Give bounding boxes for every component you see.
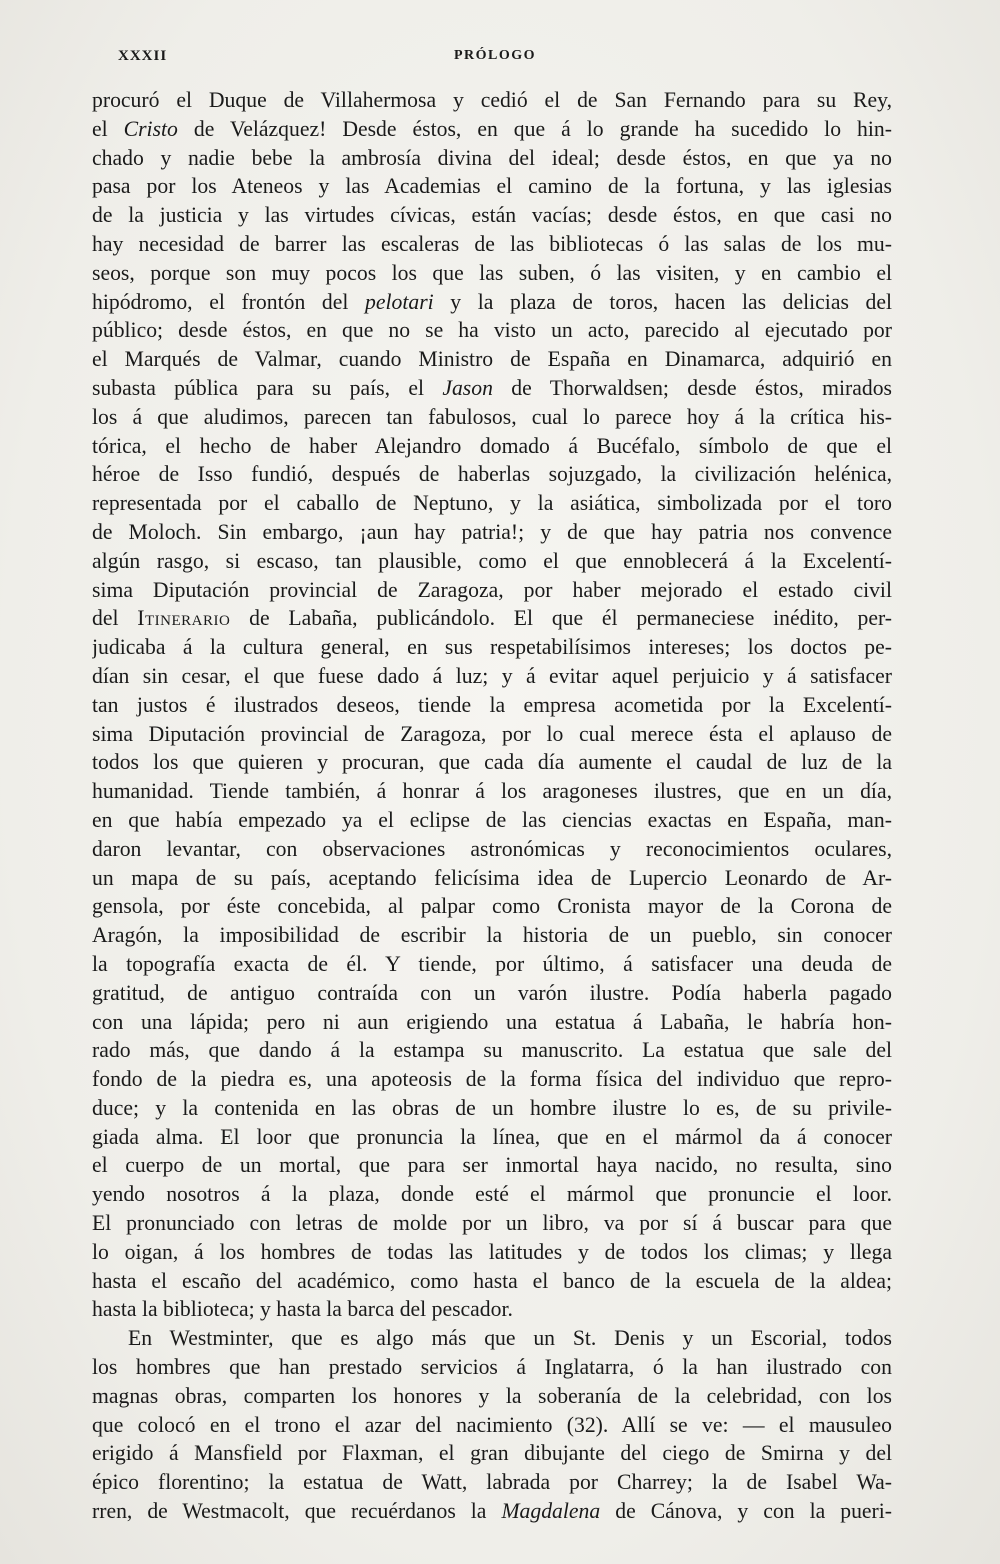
text-line: duce; y la contenida en las obras de un hombre ilustre lo es, de su privile- [92,1095,892,1120]
text-line: rado más, que dando á la estampa su manuscrito. La estatua que sale del [92,1038,892,1063]
italic-title: Magdalena [501,1499,601,1524]
text-line: todos los que quieren y procuran, que cada día aumente el caudal de luz de la [92,750,892,775]
text-line: en que había empezado ya el eclipse de las ciencias exactas en España, man- [92,807,892,832]
text-line: gratitud, de antiguo contraída con un varón ilustre. Podía haberla pagado [92,980,892,1005]
text-line: lo oigan, á los hombres de todas las latitudes y de todos los climas; y llega [92,1239,892,1264]
text-line: héroe de Isso fundió, después de haberlas sojuzgado, la civilización helénica, [92,462,892,487]
text-line: En Westminter, que es algo más que un St. Denis y un Escorial, todos [128,1326,892,1351]
text-line: dían sin cesar, el que fuese dado á luz; y á evitar aquel perjuicio y á satisfacer [92,663,892,688]
text-line: algún rasgo, si escaso, tan plausible, como el que ennoblecerá á la Excelentí- [92,548,892,573]
text-line: erigido á Mansfield por Flaxman, el gran dibujante del ciego de Smirna y del [92,1441,892,1466]
text-line: público; desde éstos, en que no se ha visto un acto, parecido al ejecutado por [92,318,892,343]
text-line: yendo nosotros á la plaza, donde esté el mármol que pronuncie el loor. [92,1182,892,1207]
text-line [92,288,892,317]
small-caps-title: Itinerario [137,606,231,631]
text-line: de la justicia y las virtudes cívicas, están vacías; desde éstos, en que casi no [92,203,892,228]
text-line: seos, porque son muy pocos los que las suben, ó las visiten, y en cambio el [92,260,892,285]
text-line: sima Diputación provincial de Zaragoza, por lo cual merece ésta el aplauso de [92,721,892,746]
text-line: magnas obras, comparten los honores y la soberanía de la celebridad, con los [92,1383,892,1408]
text-line: hasta el escaño del académico, como hasta el banco de la escuela de la aldea; [92,1268,892,1293]
text-line: humanidad. Tiende también, á honrar á los aragoneses ilustres, que en un día, [92,779,892,804]
text-line: hasta la biblioteca; y hasta la barca del pescador. [92,1297,513,1322]
text-run: de Cánova, y con la pueri- [600,1499,892,1524]
text-line: pasa por los Ateneos y las Academias el camino de la fortuna, y las iglesias [92,174,892,199]
text-run: de Labaña, publicándolo. El que él permaneciese inédito, per- [230,606,892,631]
text-run: subasta pública para su país, el [92,375,443,400]
text-line: tórica, el hecho de haber Alejandro domado á Bucéfalo, símbolo de que el [92,433,892,458]
text-line: épico florentino; la estatua de Watt, labrada por Charrey; la de Isabel Wa- [92,1470,892,1495]
text-run: y la plaza de toros, hacen las delicias del [433,289,892,314]
text-run: el [92,116,124,141]
text-line: daron levantar, con observaciones astronómicas y reconocimientos oculares, [92,836,892,861]
text-line: de Moloch. Sin embargo, ¡aun hay patria!; y de que hay patria nos convence [92,519,892,544]
text-line: judicaba á la cultura general, en sus respetabilísimos intereses; los doctos pe- [92,635,892,660]
text-line: chado y nadie bebe la ambrosía divina del ideal; desde éstos, en que ya no [92,145,892,170]
text-line [92,604,892,633]
text-run: rren, de Westmacolt, que recuérdanos la [92,1499,502,1524]
text-line: el Marqués de Valmar, cuando Ministro de España en Dinamarca, adquirió en [92,347,892,372]
text-line: con una lápida; pero ni aun erigiendo una estatua á Labaña, le habría hon- [92,1009,892,1034]
text-line: los á que aludimos, parecen tan fabulosos, cual lo parece hoy á la crítica his- [92,404,892,429]
paragraph-1 [92,86,892,1324]
italic-title: Jason [442,375,493,400]
page-header [118,48,908,72]
italic-title: pelotari [365,289,434,314]
text-line: la topografía exacta de él. Y tiende, por último, á satisfacer una deuda de [92,951,892,976]
text-line: giada alma. El loor que pronuncia la línea, que en el mármol da á conocer [92,1124,892,1149]
text-line: gensola, por éste concebida, al palpar como Cronista mayor de la Corona de [92,894,892,919]
text-line: que colocó en el trono el azar del nacimiento (32). Allí se ve: — el mausuleo [92,1412,892,1437]
body-text [92,86,892,1526]
text-line: tan justos é ilustrados deseos, tiende la empresa acometida por la Excelentí- [92,692,892,717]
text-run: hipódromo, el frontón del [92,289,365,314]
text-line: procuró el Duque de Villahermosa y cedió el de San Fernando para su Rey, [92,88,892,112]
text-line: sima Diputación provincial de Zaragoza, por haber mejorado el estado civil [92,577,892,602]
text-line: El pronunciado con letras de molde por un libro, va por sí á buscar para que [92,1211,892,1236]
text-run: del [92,606,138,631]
italic-title: Cristo [123,116,178,141]
text-run: de Thorwaldsen; desde éstos, mirados [492,375,892,400]
running-head: PRÓLOGO [454,48,537,63]
text-line: el cuerpo de un mortal, que para ser inmortal haya nacido, no resulta, sino [92,1153,892,1178]
paragraph-2 [92,1324,892,1526]
text-line [92,115,892,144]
text-line: Aragón, la imposibilidad de escribir la historia de un pueblo, sin conocer [92,923,892,948]
text-line [92,374,892,403]
text-line: hay necesidad de barrer las escaleras de las bibliotecas ó las salas de los mu- [92,231,892,256]
text-line [92,1497,892,1526]
text-line: representada por el caballo de Neptuno, y la asiática, simbolizada por el toro [92,491,892,516]
text-line: un mapa de su país, aceptando felicísima idea de Lupercio Leonardo de Ar- [92,865,892,890]
text-line: los hombres que han prestado servicios á Inglatarra, ó la han ilustrado con [92,1355,892,1380]
text-line: fondo de la piedra es, una apoteosis de la forma física del individuo que repro- [92,1067,892,1092]
page-number: XXXII [118,48,168,64]
text-run: de Velázquez! Desde éstos, en que á lo grande ha sucedido lo hin- [177,116,892,141]
